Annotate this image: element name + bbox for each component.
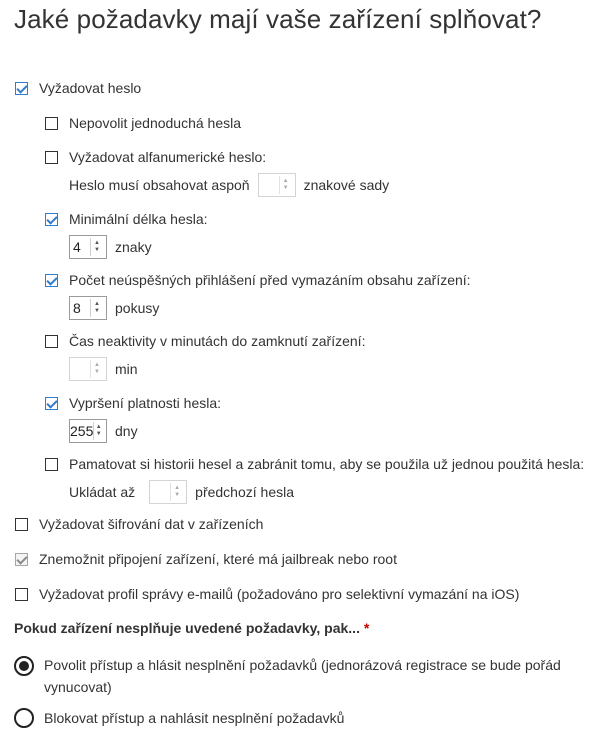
noncompliance-heading — [14, 620, 369, 636]
jailbreak-checkbox — [15, 553, 28, 566]
spinner-arrows-icon[interactable]: ▲ ▼ — [279, 176, 292, 194]
block-access-radio[interactable] — [14, 708, 34, 728]
expiry-spinner[interactable] — [69, 419, 107, 443]
expiry-label: Vypršení platnosti hesla: — [69, 395, 222, 411]
password-history-value[interactable] — [150, 481, 170, 503]
expiry-checkbox[interactable] — [45, 397, 58, 410]
inactivity-value[interactable] — [70, 358, 90, 380]
min-length-value[interactable]: 4 — [73, 239, 81, 255]
password-history-option[interactable] — [45, 456, 584, 472]
jailbreak-label: Znemožnit připojení zařízení, které má jailbreak nebo root — [39, 551, 397, 567]
min-length-unit: znaky — [115, 239, 152, 255]
character-sets-prefix: Heslo musí obsahovat aspoň — [69, 177, 250, 193]
email-profile-option[interactable] — [15, 586, 519, 602]
failed-signins-label: Počet neúspěšných přihlášení před vymazáním obsahu zařízení: — [69, 272, 471, 288]
inactivity-option[interactable] — [45, 333, 365, 349]
inactivity-row — [69, 357, 138, 381]
expiry-value[interactable]: 255 — [70, 423, 94, 439]
require-password-label: Vyžadovat heslo — [39, 80, 142, 96]
inactivity-spinner[interactable] — [69, 357, 107, 381]
spinner-arrows-icon[interactable]: ▲ ▼ — [170, 483, 183, 501]
expiry-unit: dny — [115, 423, 138, 439]
password-history-label: Pamatovat si historii hesel a zabránit tomu, aby se použila už jednou použitá hesla: — [69, 456, 585, 472]
password-history-prefix: Ukládat až — [69, 484, 136, 500]
block-access-label[interactable]: Blokovat přístup a nahlásit nesplnění požadavků — [44, 710, 345, 726]
inactivity-checkbox[interactable] — [45, 335, 58, 348]
email-profile-label: Vyžadovat profil správy e-mailů (požadováno pro selektivní vymazání na iOS) — [39, 586, 520, 602]
character-sets-spinner[interactable] — [258, 173, 296, 197]
min-length-label: Minimální délka hesla: — [69, 211, 208, 227]
spinner-arrows-icon[interactable]: ▲ ▼ — [90, 238, 103, 256]
spinner-arrows-icon[interactable]: ▲ ▼ — [90, 360, 103, 378]
allow-access-radio[interactable] — [14, 656, 34, 676]
require-password-option[interactable] — [15, 80, 141, 96]
require-password-checkbox[interactable] — [15, 82, 28, 95]
page-title: Jaké požadavky mají vaše zařízení splňovat? — [14, 4, 542, 34]
spinner-arrows-icon[interactable]: ▲ ▼ — [90, 299, 103, 317]
required-marker: * — [363, 620, 370, 636]
no-simple-password-option[interactable] — [45, 115, 241, 131]
encryption-label: Vyžadovat šifrování dat v zařízeních — [39, 516, 264, 532]
failed-signins-checkbox[interactable] — [45, 274, 58, 287]
failed-signins-value[interactable]: 8 — [73, 300, 81, 316]
password-history-row — [69, 480, 294, 504]
character-sets-suffix: znakové sady — [303, 177, 390, 193]
min-length-checkbox[interactable] — [45, 213, 58, 226]
no-simple-password-checkbox[interactable] — [45, 117, 58, 130]
password-history-checkbox[interactable] — [45, 458, 58, 471]
inactivity-unit: min — [115, 361, 138, 377]
inactivity-label: Čas neaktivity v minutách do zamknutí zařízení: — [69, 333, 366, 349]
alphanumeric-password-checkbox[interactable] — [45, 151, 58, 164]
password-history-spinner[interactable] — [149, 480, 187, 504]
alphanumeric-password-option[interactable] — [45, 149, 266, 165]
expiry-row — [69, 419, 138, 443]
alphanumeric-password-label: Vyžadovat alfanumerické heslo: — [69, 149, 267, 165]
email-profile-checkbox[interactable] — [15, 588, 28, 601]
no-simple-password-label: Nepovolit jednoduchá hesla — [69, 115, 242, 131]
failed-signins-spinner[interactable] — [69, 296, 107, 320]
min-length-row — [69, 235, 152, 259]
character-sets-row — [69, 173, 389, 197]
spinner-arrows-icon[interactable]: ▲ ▼ — [93, 422, 103, 440]
failed-signins-option[interactable] — [45, 272, 471, 288]
min-length-option[interactable] — [45, 211, 208, 227]
noncompliance-heading-text: Pokud zařízení nesplňuje uvedené požadavky, pak... — [14, 620, 360, 636]
allow-access-label[interactable]: Povolit přístup a hlásit nesplnění požadavků (jednorázová registrace se bude pořád vynucovat) — [44, 657, 561, 695]
jailbreak-option — [15, 551, 397, 567]
character-sets-value[interactable] — [259, 174, 279, 196]
expiry-option[interactable] — [45, 395, 221, 411]
encryption-checkbox[interactable] — [15, 518, 28, 531]
failed-signins-unit: pokusy — [115, 300, 160, 316]
failed-signins-row — [69, 296, 159, 320]
encryption-option[interactable] — [15, 516, 263, 532]
password-history-suffix: předchozí hesla — [195, 484, 294, 500]
min-length-spinner[interactable] — [69, 235, 107, 259]
